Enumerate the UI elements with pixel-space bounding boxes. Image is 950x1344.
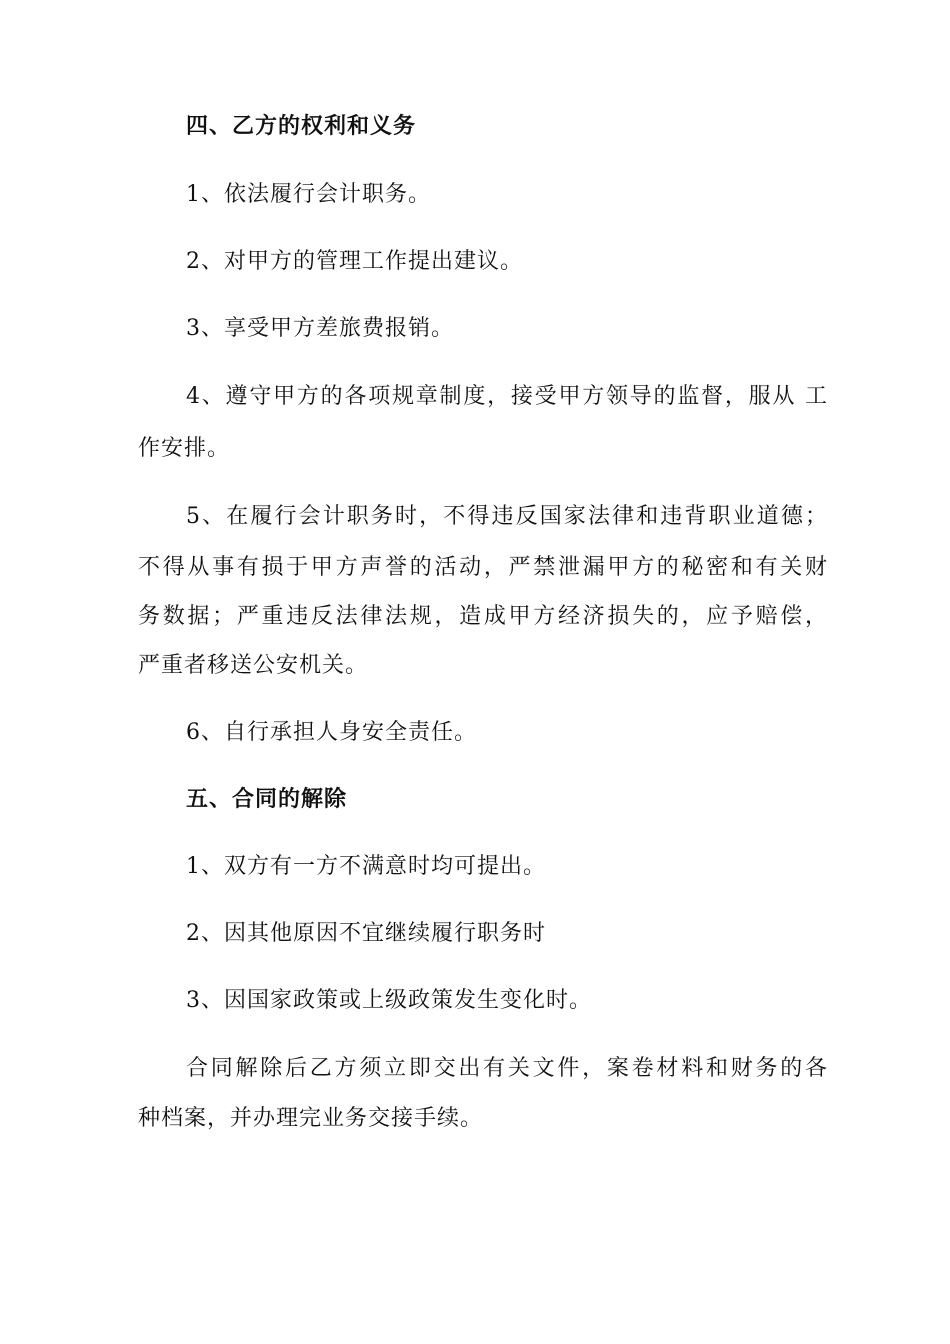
section-4-item-4-line-1: 4、遵守甲方的各项规章制度，接受甲方领导的监督，服从 工 [186,384,828,409]
section-5-item-2: 2、因其他原因不宜继续履行职务时 [186,921,546,946]
section-4-item-4-line-2: 作安排。 [138,436,231,461]
section-5-closing-line-2: 种档案，并办理完业务交接手续。 [138,1106,484,1131]
section-4-item-6: 6、自行承担人身安全责任。 [186,720,477,745]
section-4-item-5-line-3: 务数据；严重违反法律法规，造成甲方经济损失的，应予赔偿， [138,604,828,629]
section-5-closing-line-1: 合同解除后乙方须立即交出有关文件，案卷材料和财务的各 [186,1056,828,1081]
section-4-item-5-line-1: 5、在履行会计职务时，不得违反国家法律和违背职业道德； [186,504,828,529]
section-4-item-5-line-4: 严重者移送公安机关。 [138,653,369,678]
section-4-item-5-line-2: 不得从事有损于甲方声誉的活动，严禁泄漏甲方的秘密和有关财 [138,555,828,580]
section-5-heading: 五、合同的解除 [186,787,348,812]
section-4-item-2: 2、对甲方的管理工作提出建议。 [186,249,523,274]
section-4-item-3: 3、享受甲方差旅费报销。 [186,316,454,341]
section-4-heading: 四、乙方的权利和义务 [186,114,417,139]
section-5-item-1: 1、双方有一方不满意时均可提出。 [186,854,546,879]
section-5-item-3: 3、因国家政策或上级政策发生变化时。 [186,988,592,1013]
section-4-item-1: 1、依法履行会计职务。 [186,182,431,207]
